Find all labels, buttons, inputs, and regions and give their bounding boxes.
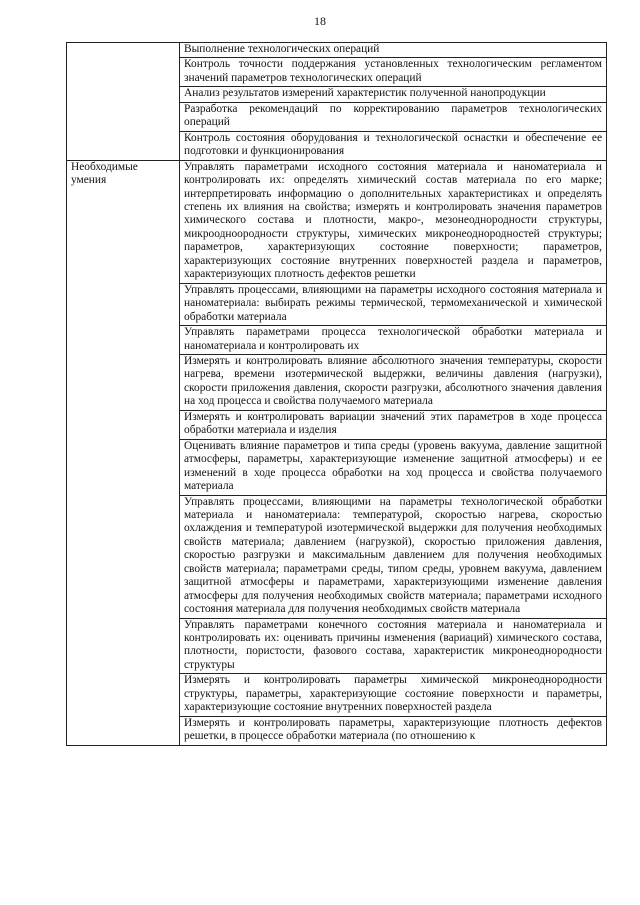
skill-cell: Измерять и контролировать вариации значений этих параметров в ходе процесса обработки материала и изделия <box>180 410 607 439</box>
table-row <box>67 43 607 58</box>
page-number: 18 <box>314 14 326 28</box>
skill-cell: Управлять параметрами исходного состояния материала и наноматериала и контролировать их: определять химический состав материала по его марке; интерпретировать информацию о дополнительных характеристиках и определять степень их влияния на свойства; измерять и контролировать значения параметров химического состава и плотности, макро-, мезонеоднородности структуры, микроодноородности структуры, химических микронеоднородностей структуры; параметров, характеризующих состояние поверхности; параметров, характеризующих состояние внутренних поверхностей раздела и параметров, характеризующих плотность дефектов решетки <box>180 160 607 283</box>
skill-cell: Измерять и контролировать параметры химической микронеоднородности структуры, параметры, характеризующие состояние поверхности и параметры, характеризующие состояние внутренних поверхностей раздела <box>180 674 607 716</box>
function-cell: Контроль точности поддержания установленных технологическим регламентом значений параметров технологических операций <box>180 58 607 87</box>
skill-cell: Управлять процессами, влияющими на параметры технологической обработки материала и наноматериала: температурой, скоростью нагрева, скоростью охлаждения и температурой изотермической выдержки для получения необходимых свойств материала; давлением (нагрузкой), скоростью приложения давления, скоростью разгрузки и максимальным давлением для получения необходимых свойств материала; параметрами среды, типом среды, уровнем вакуума, давлением защитной атмосферы и параметрами, характеризующими изменение давления атмосферы для получения необходимых свойств материала; параметрами исходного состояния материала для получения необходимых свойств материала <box>180 495 607 618</box>
function-cell: Разработка рекомендаций по корректированию параметров технологических операций <box>180 102 607 131</box>
skill-cell: Измерять и контролировать параметры, характеризующие плотность дефектов решетки, в процессе обработки материала (по отношению к <box>180 716 607 745</box>
function-cell: Контроль состояния оборудования и технологической оснастки и обеспечение ее подготовки и функционирования <box>180 131 607 160</box>
function-cell: Анализ результатов измерений характеристик полученной нанопродукции <box>180 87 607 102</box>
skill-cell: Управлять параметрами процесса технологической обработки материала и наноматериала и контролировать их <box>180 326 607 355</box>
skill-cell: Измерять и контролировать влияние абсолютного значения температуры, скорости нагрева, времени изотермической выдержки, величины давления (нагрузки), скорости приложения давления, скорости разгрузки, абсолютного значения давления на ход процесса и свойства получаемого материала <box>180 354 607 410</box>
skill-cell: Управлять процессами, влияющими на параметры исходного состояния материала и наноматериала: выбирать режимы термической, термомеханической и химической обработки материала <box>180 283 607 325</box>
function-cell: Выполнение технологических операций <box>180 43 607 58</box>
table-row <box>67 160 607 283</box>
skill-cell: Управлять параметрами конечного состояния материала и наноматериала и контролировать их: оценивать причины изменения (вариаций) химического состава, плотности, пористости, фазового состава, характеристик микронеоднородности структуры <box>180 618 607 674</box>
empty-label-cell <box>67 43 180 161</box>
standard-table <box>66 42 607 746</box>
skills-label: Необходимые умения <box>67 160 180 745</box>
skill-cell: Оценивать влияние параметров и типа среды (уровень вакуума, давление защитной атмосферы, параметры, характеризующие изменение защитной атмосферы) и ее изменений в ходе процесса обработки на ход процесса и свойства получаемого материала <box>180 439 607 495</box>
